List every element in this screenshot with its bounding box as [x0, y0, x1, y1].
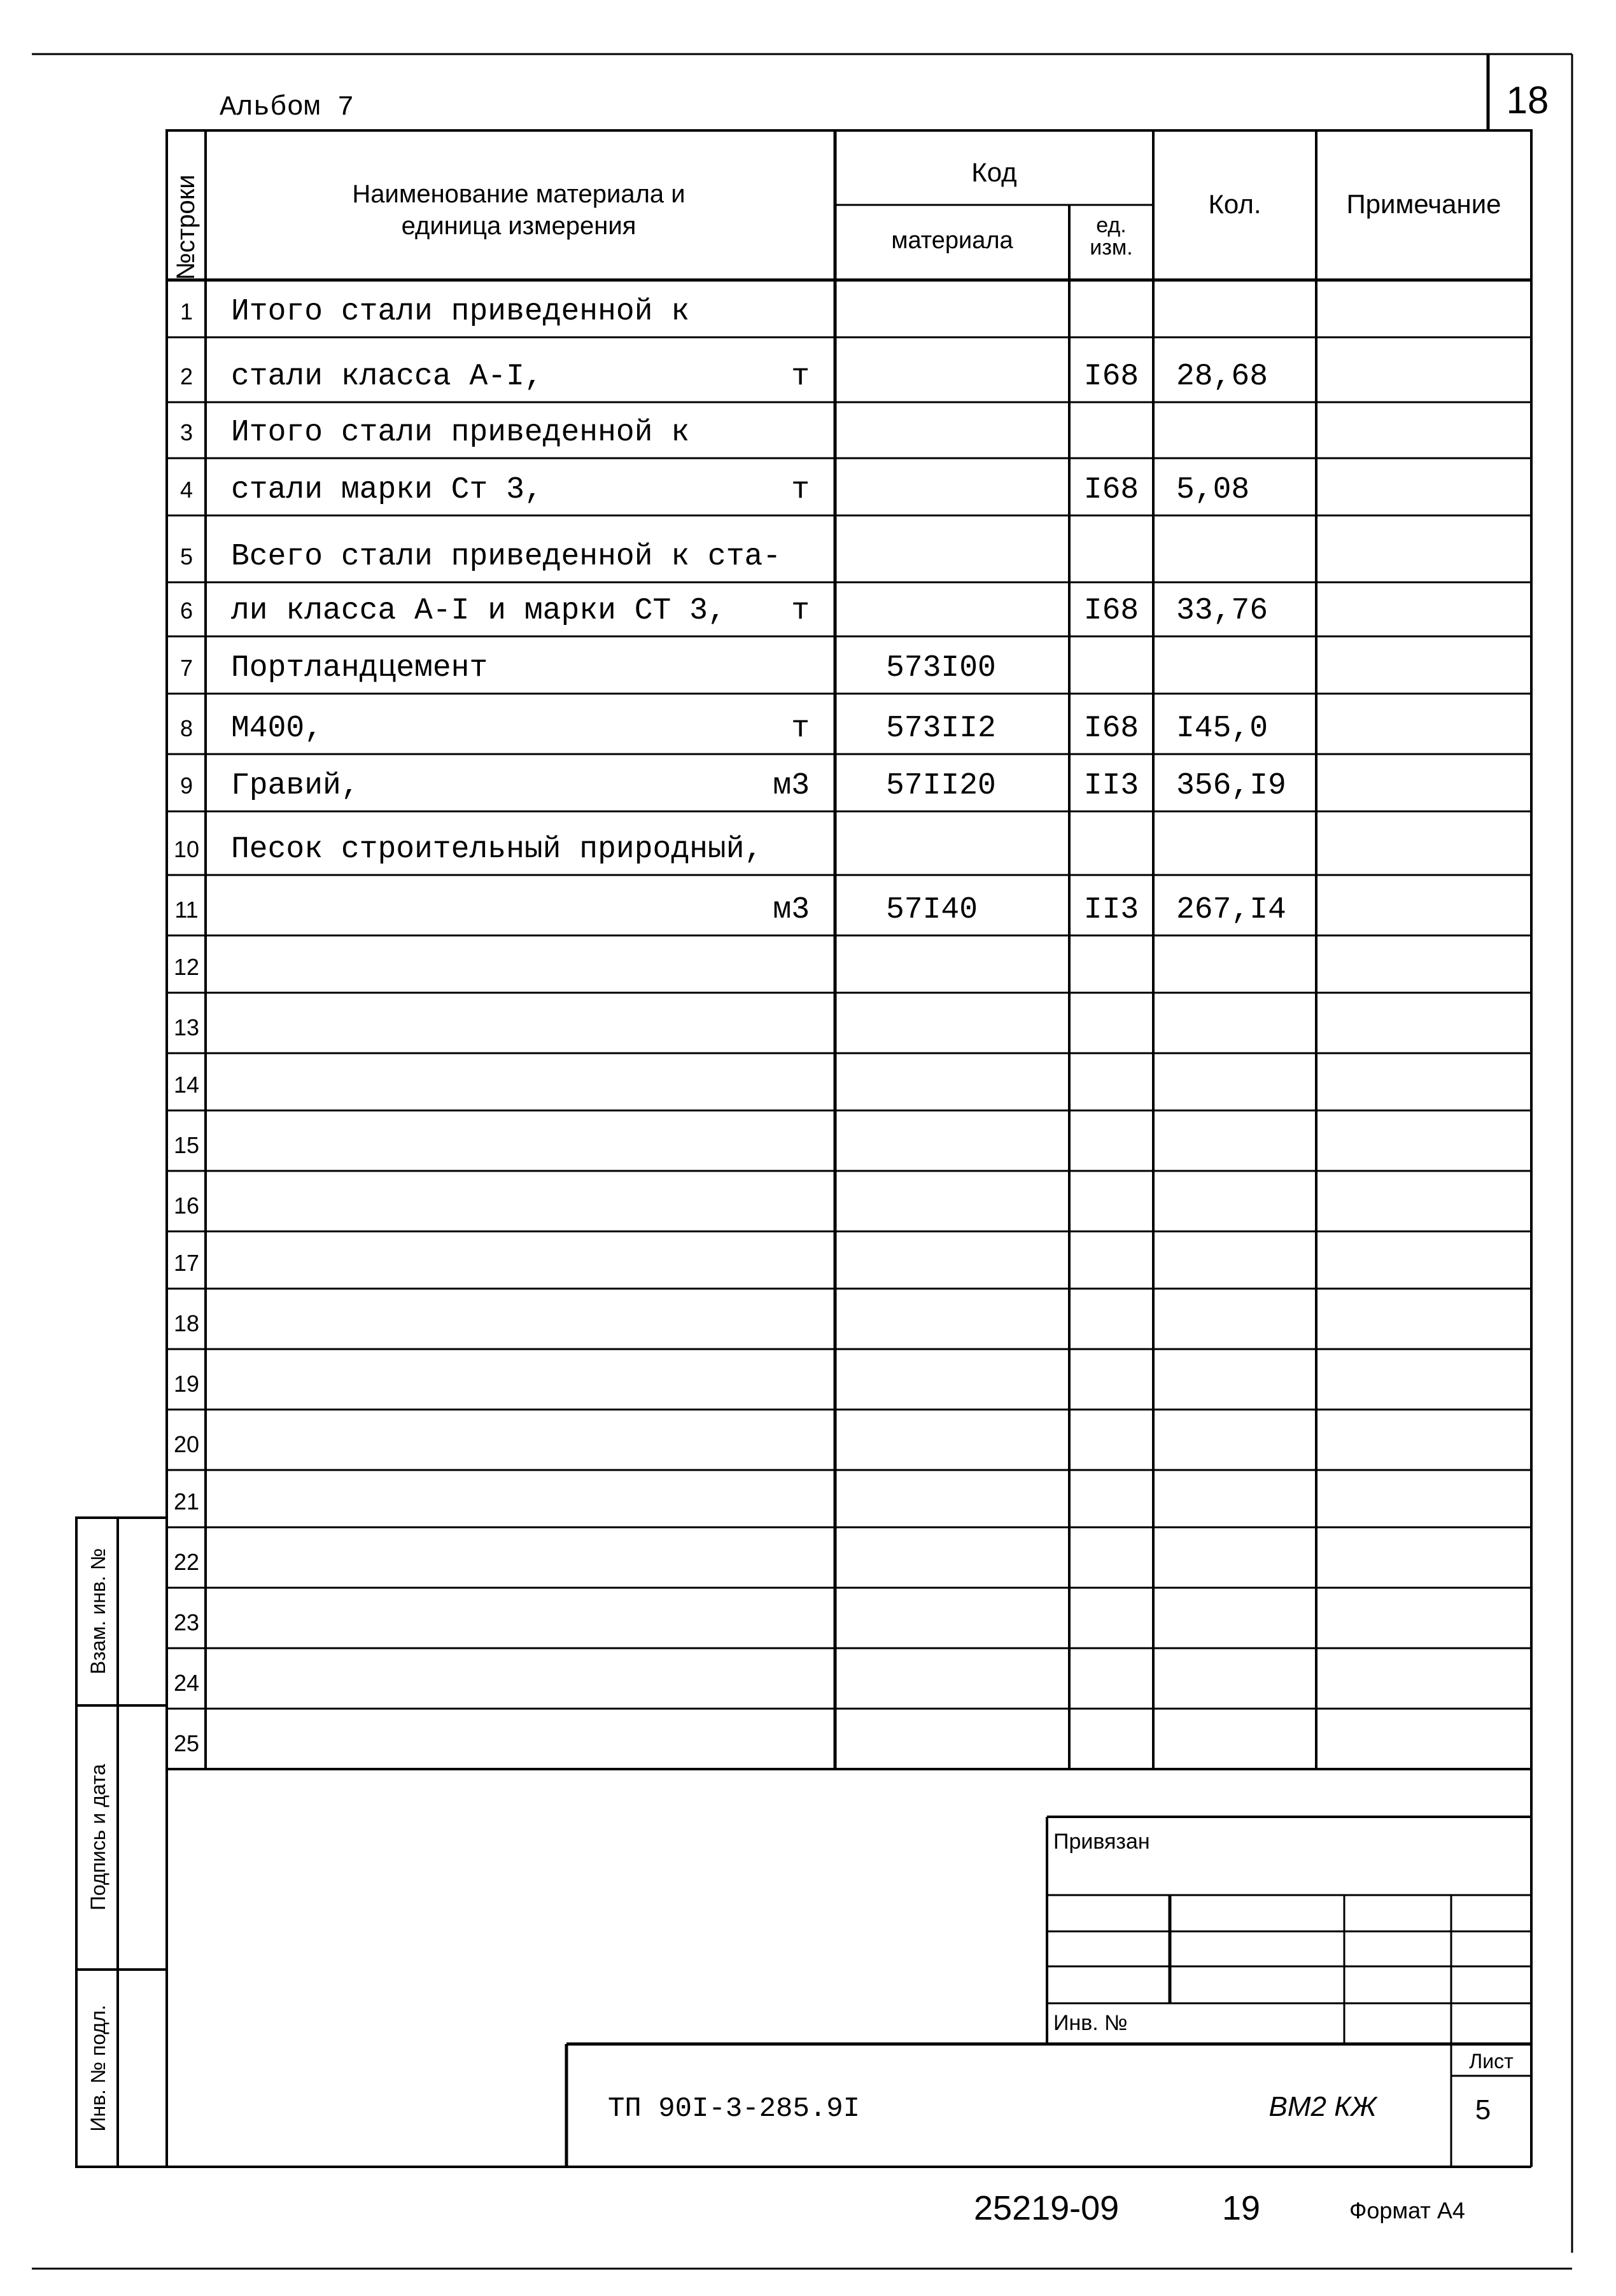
- quantity-value: 5,08: [1176, 473, 1250, 507]
- material-name: Песок строительный природный,: [231, 832, 763, 867]
- inv-no-label: Инв. №: [1053, 2011, 1128, 2035]
- corner-page-number: 18: [1506, 79, 1549, 122]
- row-number: 24: [173, 1670, 200, 1696]
- row-number: 23: [173, 1609, 200, 1635]
- row-number: 21: [173, 1488, 200, 1515]
- qty-header: Кол.: [1208, 189, 1261, 219]
- material-code: 57II20: [886, 769, 996, 803]
- table-rows: [167, 295, 1531, 1756]
- unit-code: II3: [1083, 769, 1139, 803]
- code-unit-header-line2: изм.: [1090, 235, 1133, 260]
- row-number: 16: [173, 1193, 200, 1219]
- album-label: Альбом 7: [220, 92, 355, 123]
- quantity-value: I45,0: [1176, 711, 1268, 746]
- unit-code: II3: [1083, 893, 1139, 927]
- format-label: Формат А4: [1349, 2197, 1465, 2223]
- quantity-value: 28,68: [1176, 360, 1268, 394]
- code-header: Код: [971, 157, 1017, 187]
- material-name: Всего стали приведенной к ста-: [231, 540, 782, 574]
- archive-number: 25219-09: [974, 2189, 1120, 2227]
- row-number: 1: [179, 298, 193, 325]
- unit-name: т: [791, 360, 810, 394]
- material-name: стали марки Ст 3,: [231, 473, 543, 507]
- material-name: ли класса А-I и марки СТ 3,: [231, 594, 726, 628]
- row-number: 3: [179, 419, 193, 445]
- row-number: 10: [173, 836, 200, 862]
- unit-name: т: [791, 711, 810, 746]
- quantity-value: 33,76: [1176, 594, 1268, 628]
- replace-inv-label: Взам. инв. №: [87, 1548, 109, 1675]
- unit-code: I68: [1083, 360, 1139, 394]
- row-number: 8: [179, 715, 193, 741]
- row-number: 7: [179, 655, 193, 681]
- row-number: 14: [173, 1072, 200, 1098]
- row-number: 11: [174, 897, 199, 923]
- unit-name: м3: [773, 769, 810, 803]
- archive-page: 19: [1222, 2189, 1261, 2227]
- row-number: 25: [173, 1730, 200, 1756]
- doc-mark: ВМ2 КЖ: [1268, 2091, 1377, 2122]
- row-number: 2: [179, 363, 193, 389]
- code-unit-header-line1: ед.: [1096, 213, 1127, 237]
- row-number: 19: [173, 1371, 200, 1397]
- material-code: 57I40: [886, 893, 978, 927]
- material-name: М400,: [231, 711, 323, 746]
- name-header-line1: Наименование материала и: [352, 180, 685, 208]
- sheet-number: 5: [1475, 2094, 1491, 2125]
- row-number: 5: [179, 543, 193, 570]
- inv-orig-label: Инв. № подл.: [87, 2005, 109, 2132]
- name-header-line2: единица измерения: [401, 212, 636, 240]
- material-code: 573II2: [886, 711, 996, 746]
- unit-name: т: [791, 594, 810, 628]
- quantity-value: 267,I4: [1176, 893, 1286, 927]
- row-number: 9: [179, 773, 193, 799]
- tied-label: Привязан: [1053, 1830, 1150, 1854]
- material-name: стали класса А-I,: [231, 360, 543, 394]
- row-number: 13: [173, 1014, 200, 1040]
- unit-code: I68: [1083, 711, 1139, 746]
- material-name: Гравий,: [231, 769, 360, 803]
- unit-code: I68: [1083, 473, 1139, 507]
- sign-date-label: Подпись и дата: [87, 1763, 109, 1911]
- row-number: 17: [173, 1250, 200, 1276]
- material-code: 573I00: [886, 651, 996, 685]
- row-number: 4: [179, 477, 193, 503]
- doc-code: ТП 90I-3-285.9I: [608, 2093, 861, 2125]
- unit-name: т: [791, 473, 810, 507]
- row-number-header: №строки: [172, 174, 200, 280]
- row-number: 15: [173, 1132, 200, 1158]
- unit-code: I68: [1083, 594, 1139, 628]
- row-number: 18: [173, 1310, 200, 1336]
- quantity-value: 356,I9: [1176, 769, 1286, 803]
- sheet-label: Лист: [1469, 2050, 1514, 2073]
- row-number: 20: [173, 1431, 200, 1457]
- code-material-header: материала: [891, 227, 1013, 254]
- material-name: Итого стали приведенной к: [231, 416, 690, 450]
- material-name: Итого стали приведенной к: [231, 295, 690, 329]
- row-number: 6: [179, 598, 193, 624]
- note-header: Примечание: [1346, 189, 1501, 219]
- material-name: Портландцемент: [231, 651, 488, 685]
- row-number: 12: [173, 954, 200, 980]
- unit-name: м3: [773, 893, 810, 927]
- row-number: 22: [173, 1549, 200, 1575]
